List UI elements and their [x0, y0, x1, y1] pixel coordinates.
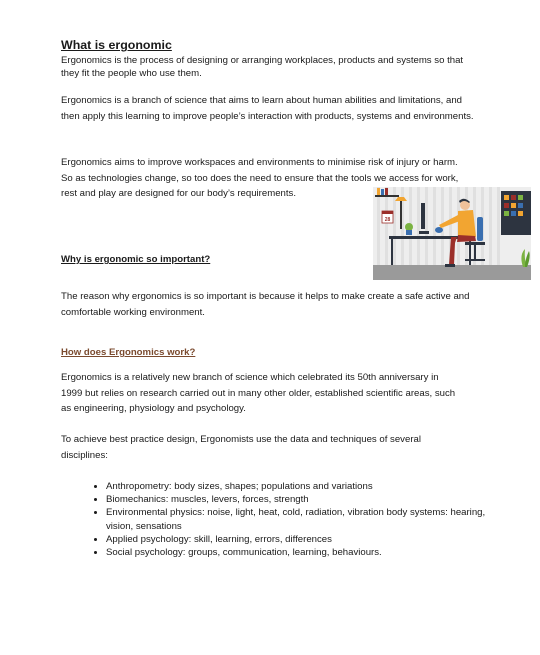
disciplines-list	[90, 480, 496, 559]
calendar-date: 28	[384, 217, 391, 223]
intro-paragraph: Ergonomics is the process of designing or arranging workplaces, products and systems so that they fit the people who use them.	[61, 55, 464, 79]
list-item: • Social psychology: groups, communication, learning, behaviours.	[106, 546, 496, 559]
list-item: • Applied psychology: skill, learning, errors, differences	[106, 533, 496, 546]
list-item: • Biomechanics: muscles, levers, forces, strength	[106, 493, 496, 506]
section-heading-how-it-works: How does Ergonomics work?	[61, 347, 196, 358]
science-paragraph: Ergonomics is a branch of science that aims to learn about human abilities and limitations, and then apply this learning to improve people’s interaction with products, systems and environments.	[61, 95, 474, 122]
disciplines-intro-paragraph: To achieve best practice design, Ergonomists use the data and techniques of several disciplines:	[61, 434, 421, 461]
history-paragraph: Ergonomics is a relatively new branch of science which celebrated its 50th anniversary in 1999 but relies on research carried out in many other older, established scientific areas, such as engineering, physiology and psychology.	[61, 372, 456, 415]
ergonomic-workstation-illustration	[373, 187, 531, 280]
workspace-paragraph: Ergonomics aims to improve workspaces and environments to minimise risk of injury or harm. So as technologies change, so too does the need to ensure that the tools we access for work, rest and play are designed for our body’s requirements.	[61, 157, 459, 200]
list-item: • Anthropometry: body sizes, shapes; populations and variations	[106, 480, 496, 493]
page-title: What is ergonomic	[61, 38, 172, 52]
list-item: • Environmental physics: noise, light, heat, cold, radiation, vibration body systems: hearing, vision, sensations	[106, 506, 496, 532]
section-heading-importance: Why is ergonomic so important?	[61, 254, 211, 265]
importance-paragraph: The reason why ergonomics is so important is because it helps to make create a safe active and comfortable working environment.	[61, 291, 470, 318]
